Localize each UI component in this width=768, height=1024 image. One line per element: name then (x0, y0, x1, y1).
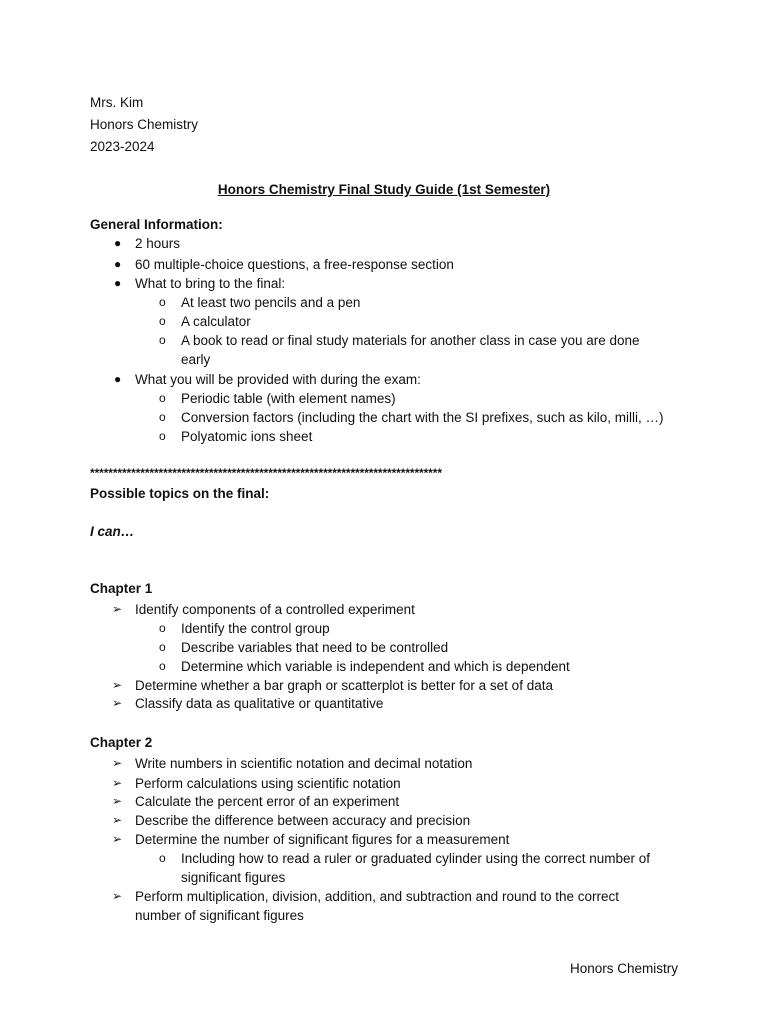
arrow-bullet-icon: ➢ (112, 832, 123, 846)
chapter1-heading: Chapter 1 (90, 581, 153, 596)
chapter2-subitem: Including how to read a ruler or graduated cylinder using the correct number of (181, 851, 651, 866)
arrow-bullet-icon: ➢ (112, 678, 123, 692)
chapter1-subitem: Describe variables that need to be controlled (181, 640, 449, 655)
school-year: 2023-2024 (90, 139, 155, 154)
arrow-bullet-icon: ➢ (112, 776, 123, 790)
chapter2-item-continuation: number of significant figures (135, 908, 304, 923)
bullet-disc-icon: ● (114, 372, 122, 386)
teacher-name: Mrs. Kim (90, 95, 144, 110)
document-title: Honors Chemistry Final Study Guide (1st Semester) (217, 182, 551, 197)
arrow-bullet-icon: ➢ (112, 696, 123, 710)
bullet-circle-icon: o (159, 410, 166, 424)
arrow-bullet-icon: ➢ (112, 756, 123, 770)
bullet-circle-icon: o (159, 640, 166, 654)
chapter2-item: Write numbers in scientific notation and decimal notation (135, 756, 473, 771)
chapter2-item: Describe the difference between accuracy and precision (135, 813, 471, 828)
arrow-bullet-icon: ➢ (112, 602, 123, 616)
bullet-circle-icon: o (159, 333, 166, 347)
chapter1-subitem: Identify the control group (181, 621, 330, 636)
bullet-circle-icon: o (159, 391, 166, 405)
i-can-label: I can… (90, 524, 135, 539)
bullet-disc-icon: ● (114, 276, 122, 290)
provided-item: Polyatomic ions sheet (181, 429, 313, 444)
chapter2-item: Perform calculations using scientific notation (135, 776, 401, 791)
general-info-heading: General Information: (90, 217, 223, 232)
bring-item: At least two pencils and a pen (181, 295, 361, 310)
bring-item: A calculator (181, 314, 251, 329)
bullet-circle-icon: o (159, 429, 166, 443)
bring-item: A book to read or final study materials for another class in case you are done (181, 333, 640, 348)
bullet-circle-icon: o (159, 314, 166, 328)
bring-item-continuation: early (181, 352, 211, 367)
general-item: What to bring to the final: (135, 276, 286, 291)
bullet-circle-icon: o (159, 621, 166, 635)
general-item: 2 hours (135, 236, 181, 251)
course-name: Honors Chemistry (90, 117, 199, 132)
provided-item: Conversion factors (including the chart with the SI prefixes, such as kilo, milli, …) (181, 410, 664, 425)
arrow-bullet-icon: ➢ (112, 889, 123, 903)
general-item: 60 multiple-choice questions, a free-response section (135, 257, 454, 272)
topics-heading: Possible topics on the final: (90, 486, 270, 501)
chapter2-item: Calculate the percent error of an experiment (135, 794, 400, 809)
bullet-circle-icon: o (159, 295, 166, 309)
bullet-disc-icon: ● (114, 236, 122, 250)
chapter2-item: Perform multiplication, division, addition, and subtraction and round to the correct (135, 889, 620, 904)
chapter1-item: Determine whether a bar graph or scatterplot is better for a set of data (135, 678, 553, 693)
provided-item: Periodic table (with element names) (181, 391, 396, 406)
bullet-circle-icon: o (159, 851, 166, 865)
page-footer: Honors Chemistry (569, 961, 678, 976)
bullet-disc-icon: ● (114, 257, 122, 271)
chapter2-item: Determine the number of significant figures for a measurement (135, 832, 510, 847)
asterisk-divider: ***************************************************************************** (90, 466, 442, 480)
chapter2-subitem-continuation: significant figures (181, 870, 286, 885)
arrow-bullet-icon: ➢ (112, 794, 123, 808)
general-item: What you will be provided with during the exam: (135, 372, 421, 387)
bullet-circle-icon: o (159, 659, 166, 673)
chapter2-heading: Chapter 2 (90, 735, 153, 750)
arrow-bullet-icon: ➢ (112, 813, 123, 827)
chapter1-item: Identify components of a controlled experiment (135, 602, 415, 617)
chapter1-subitem: Determine which variable is independent and which is dependent (181, 659, 570, 674)
chapter1-item: Classify data as qualitative or quantitative (135, 696, 384, 711)
